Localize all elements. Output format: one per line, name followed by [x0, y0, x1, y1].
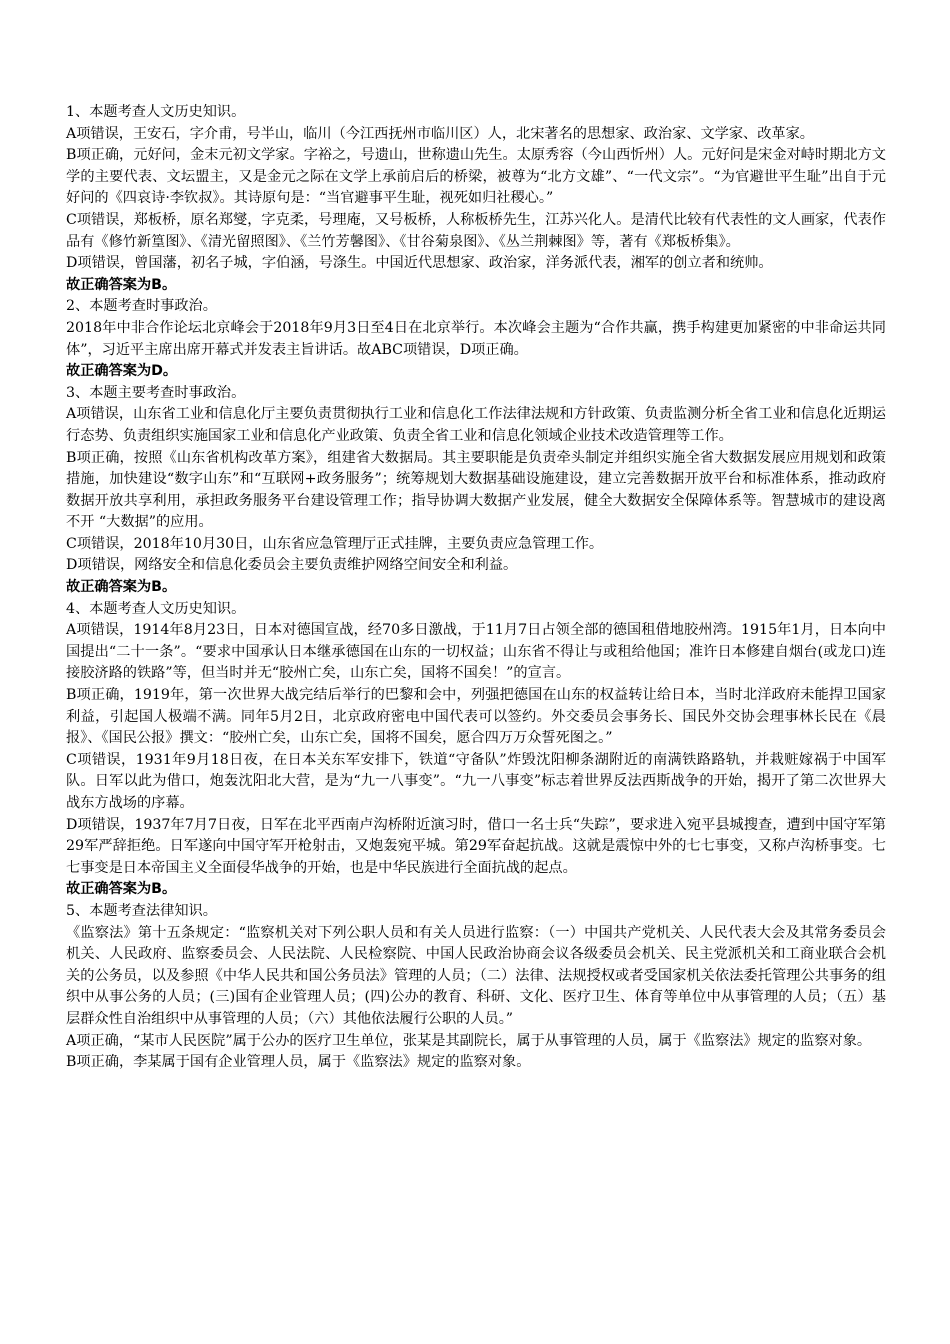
- question-2-heading: 2、本题考查时事政治。: [66, 298, 217, 315]
- question-4-option-b: B项正确，1919年，第一次世界大战完结后举行的巴黎和会中，列强把德国在山东的权益转让给日本，当时北洋政府未能捍卫国家利益，引起国人极端不满。同年5月2日，北京政府密电中国代表可以签约。外交委员会事务长、国民外交协会理事林长民在《晨报》、《国民公报》撰文：“胶州亡矣，山东亡矣，国将不国矣，愿合四万万众誓死图之。”: [66, 687, 886, 747]
- question-3-option-d: D项错误，网络安全和信息化委员会主要负责维护网络空间安全和利益。: [66, 557, 518, 574]
- question-2-answer: 故正确答案为D。: [66, 363, 178, 380]
- document-page: [66, 102, 886, 1074]
- question-4-option-c: C项错误，1931年9月18日夜，在日本关东军安排下，铁道“守备队”炸毁沈阳柳条湖附近的南满铁路路轨，并栽赃嫁祸于中国军队。日军以此为借口，炮轰沈阳北大营，是为“九一八事变”。“九一八事变”标志着世界反法西斯战争的开始，揭开了第二次世界大战东方战场的序幕。: [66, 751, 886, 811]
- question-1-option-a: A项错误，王安石，字介甫，号半山，临川（今江西抚州市临川区）人，北宋著名的思想家、政治家、文学家、改革家。: [66, 125, 814, 142]
- question-5: [66, 901, 886, 1074]
- question-5-option-b: B项正确，李某属于国有企业管理人员，属于《监察法》规定的监察对象。: [66, 1054, 531, 1071]
- question-1-answer: 故正确答案为B。: [66, 276, 177, 293]
- question-4: [66, 599, 886, 901]
- question-3: [66, 383, 886, 599]
- question-1-heading: 1、本题考查人文历史知识。: [66, 104, 246, 120]
- question-1: [66, 102, 886, 296]
- question-5-heading: 5、本题考查法律知识。: [66, 902, 217, 919]
- question-2-explanation: 2018年中非合作论坛北京峰会于2018年9月3日至4日在北京举行。本次峰会主题为“合作共赢，携手构建更加紧密的中非命运共同体”，习近平主席出席开幕式并发表主旨讲话。故ABC项错误，D项正确。: [66, 319, 886, 358]
- question-5-option-a: A项正确，“某市人民医院”属于公办的医疗卫生单位，张某是其副院长，属于从事管理的人员，属于《监察法》规定的监察对象。: [66, 1032, 872, 1049]
- question-4-option-a: A项错误，1914年8月23日，日本对德国宣战，经70多日激战，于11月7日占领全部的德国租借地胶州湾。1915年1月，日本向中国提出“二十一条”。“要求中国承认日本继承德国在山东的一切权益；山东省不得让与或租给他国；准许日本修建自烟台(或龙口)连接胶济路的铁路”等，但当时并无“胶州亡矣，山东亡矣，国将不国矣！”的宣言。: [66, 622, 886, 682]
- question-1-option-b: B项正确，元好问，金末元初文学家。字裕之，号遗山，世称遗山先生。太原秀容（今山西忻州）人。元好问是宋金对峙时期北方文学的主要代表、文坛盟主，又是金元之际在文学上承前启后的桥梁，被尊为“北方文雄”、“一代文宗”。“为官避世平生耻”出自于元好问的《四哀诗·李钦叔》。其诗原句是：“当官避事平生耻，视死如归社稷心。”: [66, 147, 886, 207]
- question-3-option-c: C项错误，2018年10月30日，山东省应急管理厅正式挂牌，主要负责应急管理工作。: [66, 535, 604, 552]
- question-2: [66, 296, 886, 382]
- question-1-option-c: C项错误，郑板桥，原名郑燮，字克柔，号理庵，又号板桥，人称板桥先生，江苏兴化人。是清代比较有代表性的文人画家，代表作品有《修竹新篁图》、《清光留照图》、《兰竹芳馨图》、《甘谷菊泉图》、《丛兰荆棘图》等，著有《郑板桥集》。: [66, 211, 886, 250]
- question-4-answer: 故正确答案为B。: [66, 881, 177, 898]
- question-3-heading: 3、本题主要考查时事政治。: [66, 384, 246, 401]
- question-3-option-b: B项正确，按照《山东省机构改革方案》，组建省大数据局。其主要职能是负责牵头制定并组织实施全省大数据发展应用规划和政策措施，加快建设“数字山东”和“互联网+政务服务”；统筹规划大数据基础设施建设，建立完善数据开放平台和标准体系，推动政府数据开放共享利用，承担政务服务平台建设管理工作；指导协调大数据产业发展，健全大数据安全保障体系等。智慧城市的建设离不开 “大数据”的应用。: [66, 449, 886, 531]
- question-4-option-d: D项错误，1937年7月7日夜，日军在北平西南卢沟桥附近演习时，借口一名士兵“失踪”，要求进入宛平县城搜查，遭到中国守军第29军严辞拒绝。日军遂向中国守军开枪射击，又炮轰宛平城。第29军奋起抗战。这就是震惊中外的七七事变，又称卢沟桥事变。七七事变是日本帝国主义全面侵华战争的开始，也是中华民族进行全面抗战的起点。: [66, 816, 886, 876]
- question-3-option-a: A项错误，山东省工业和信息化厅主要负责贯彻执行工业和信息化工作法律法规和方针政策、负责监测分析全省工业和信息化近期运行态势、负责组织实施国家工业和信息化产业政策、负责全省工业和信息化领域企业技术改造管理等工作。: [66, 406, 886, 444]
- question-5-law-quote: 《监察法》第十五条规定：“监察机关对下列公职人员和有关人员进行监察：（一）中国共产党机关、人民代表大会及其常务委员会机关、人民政府、监察委员会、人民法院、人民检察院、中国人民政治协商会议各级委员会机关、民主党派机关和工商业联合会机关的公务员，以及参照《中华人民共和国公务员法》管理的人员；（二）法律、法规授权或者受国家机关依法委托管理公共事务的组织中从事公务的人员；(三)国有企业管理人员；(四)公办的教育、科研、文化、医疗卫生、体育等单位中从事管理的人员；（五）基层群众性自治组织中从事管理的人员；（六）其他依法履行公职的人员。”: [66, 924, 886, 1027]
- question-1-option-d: D项错误，曾国藩，初名子城，字伯涵，号涤生。中国近代思想家、政治家，洋务派代表，湘军的创立者和统帅。: [66, 255, 773, 272]
- question-4-heading: 4、本题考查人文历史知识。: [66, 600, 246, 617]
- question-3-answer: 故正确答案为B。: [66, 579, 177, 596]
